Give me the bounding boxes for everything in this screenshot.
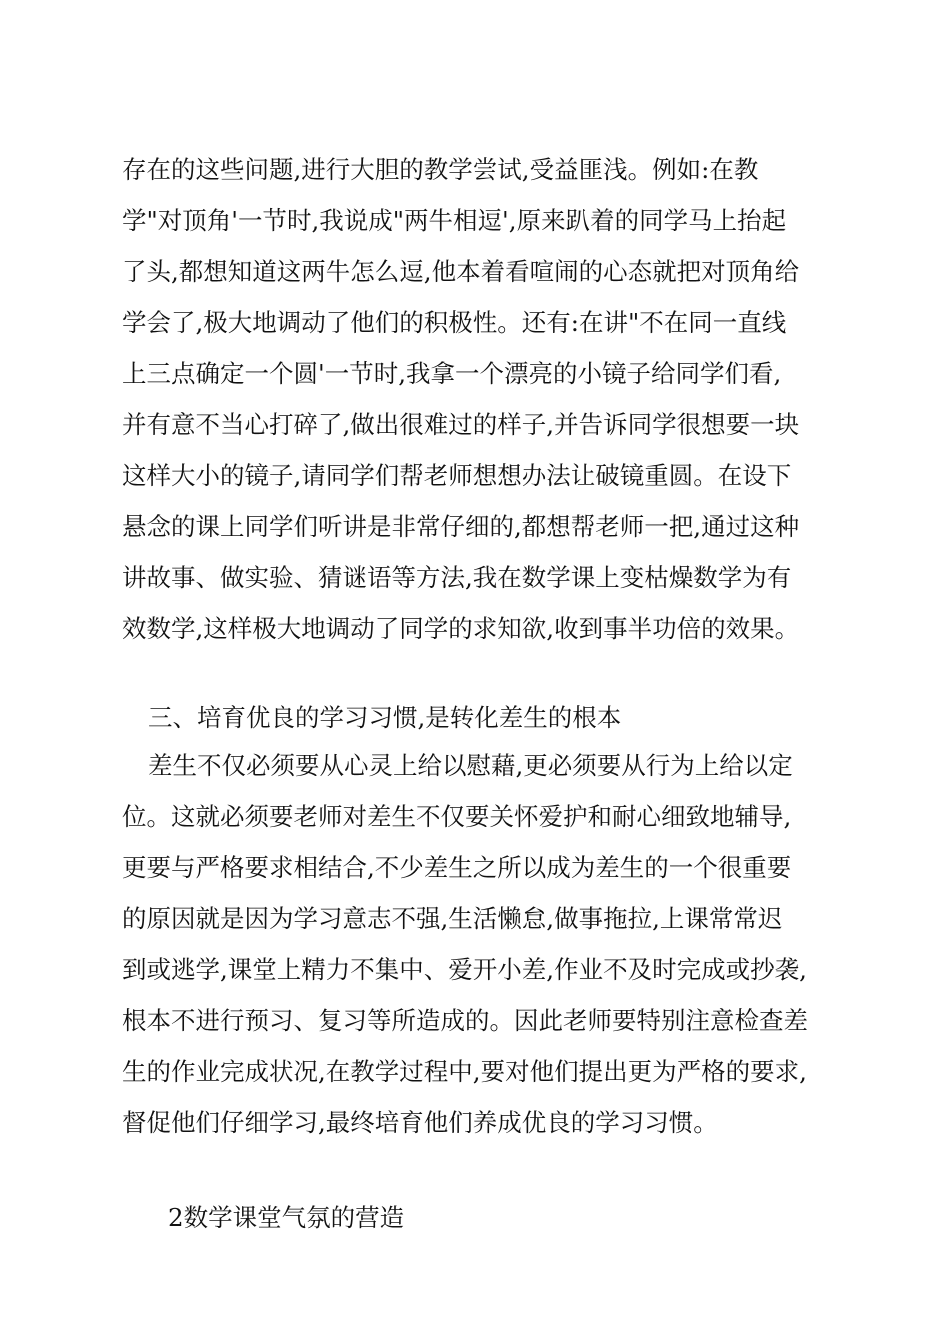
paragraph-line: 学"对顶角'一节时,我说成"两牛相逗',原来趴着的同学马上抬起	[122, 206, 787, 235]
paragraph-line: 上三点确定一个圆'一节时,我拿一个漂亮的小镜子给同学们看,	[122, 359, 782, 388]
paragraph-line: 讲故事、做实验、猜谜语等方法,我在数学课上变枯燥数学为有	[122, 563, 792, 592]
paragraph-line: 更要与严格要求相结合,不少差生之所以成为差生的一个很重要	[122, 853, 792, 882]
paragraph-line: 悬念的课上同学们听讲是非常仔细的,都想帮老师一把,通过这种	[122, 512, 800, 541]
paragraph-line: 差生不仅必须要从心灵上给以慰藉,更必须要从行为上给以定	[148, 751, 793, 780]
paragraph-line: 存在的这些问题,进行大胆的教学尝试,受益匪浅。例如:在教	[122, 155, 759, 184]
paragraph-line: 效数学,这样极大地调动了同学的求知欲,收到事半功倍的效果。	[122, 614, 800, 643]
paragraph-line: 的原因就是因为学习意志不强,生活懒怠,做事拖拉,上课常常迟	[122, 904, 783, 933]
paragraph-line: 学会了,极大地调动了他们的积极性。还有:在讲"不在同一直线	[122, 308, 787, 337]
paragraph-line: 根本不进行预习、复习等所造成的。因此老师要特别注意检查差	[122, 1006, 808, 1035]
section-heading: 三、培育优良的学习习惯,是转化差生的根本	[148, 703, 622, 732]
paragraph-line: 生的作业完成状况,在教学过程中,要对他们提出更为严格的要求,	[122, 1057, 807, 1086]
paragraph-line: 督促他们仔细学习,最终培育他们养成优良的学习习惯。	[122, 1108, 718, 1137]
paragraph-line: 到或逃学,课堂上精力不集中、爱开小差,作业不及时完成或抄袭,	[122, 955, 807, 984]
paragraph-line: 并有意不当心打碎了,做出很难过的样子,并告诉同学很想要一块	[122, 410, 800, 439]
paragraph-line: 了头,都想知道这两牛怎么逗,他本着看喧闹的心态就把对顶角给	[122, 257, 800, 286]
paragraph-line: 这样大小的镜子,请同学们帮老师想想办法让破镜重圆。在设下	[122, 461, 792, 490]
sub-heading: 2数学课堂气氛的营造	[168, 1203, 405, 1232]
paragraph-line: 位。这就必须要老师对差生不仅要关怀爱护和耐心细致地辅导,	[122, 802, 792, 831]
